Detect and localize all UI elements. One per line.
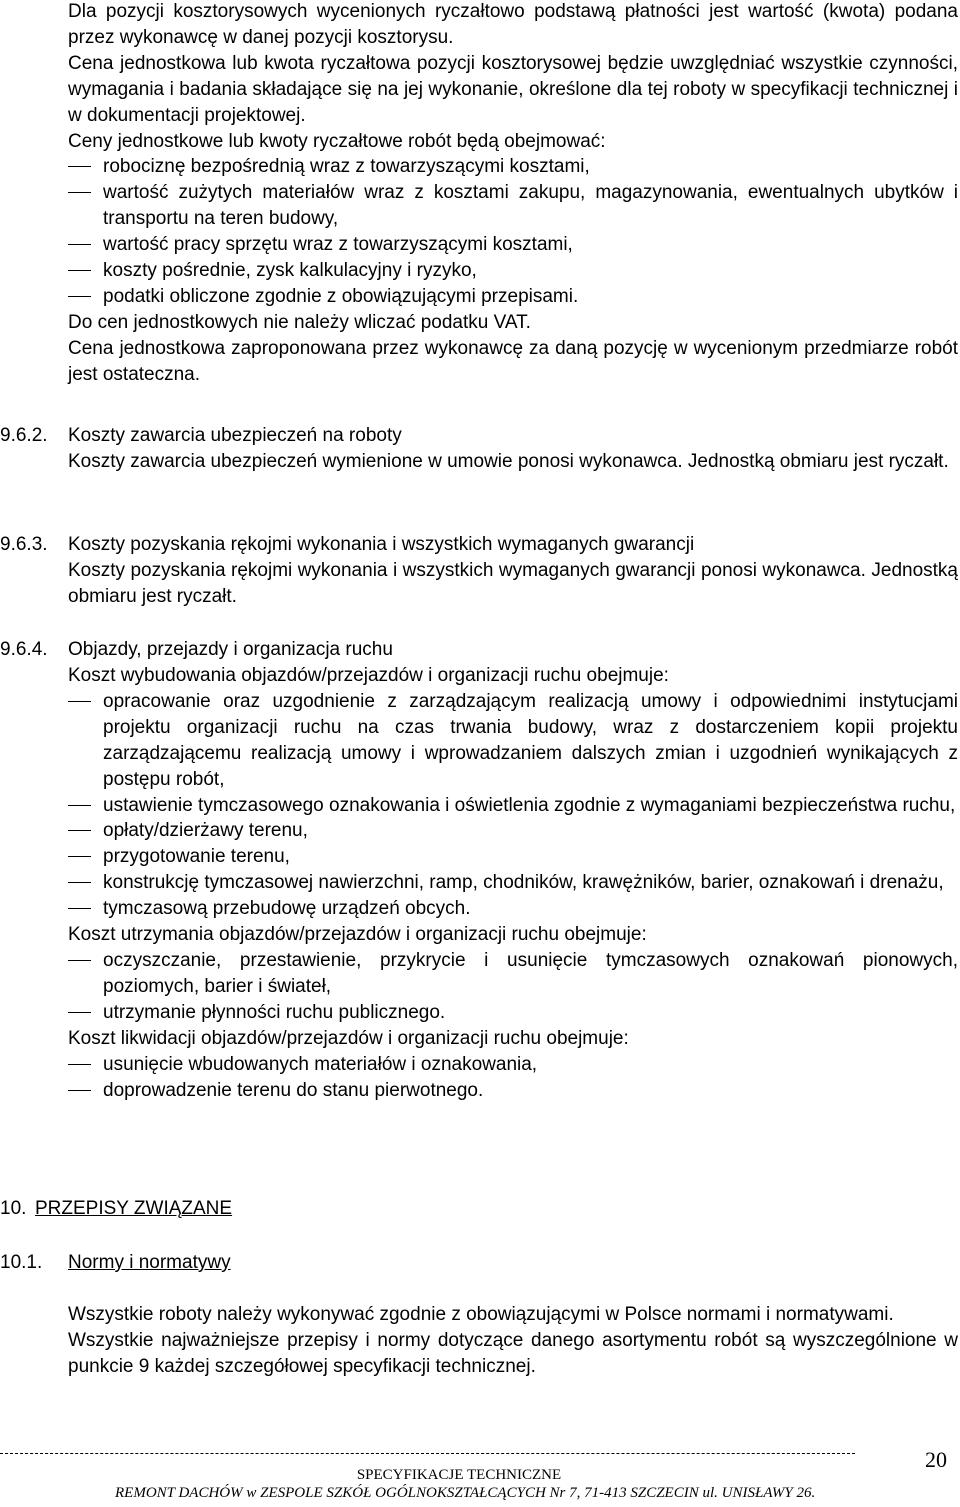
list-item: tymczasową przebudowę urządzeń obcych. xyxy=(68,896,958,922)
section-10-1-body xyxy=(68,1302,958,1380)
section-9-6-2-body xyxy=(68,449,958,475)
paragraph-final-price: Cena jednostkowa zaproponowana przez wykonawcę za daną pozycję w wycenionym przedmiarze robót jest ostateczna. xyxy=(68,337,958,385)
section-9-6-3-body xyxy=(68,558,958,610)
list-item: wartość pracy sprzętu wraz z towarzyszącymi kosztami, xyxy=(68,232,958,258)
section-number: 9.6.4. xyxy=(0,639,48,660)
list-item: doprowadzenie terenu do stanu pierwotnego. xyxy=(68,1078,958,1104)
list-item: koszty pośrednie, zysk kalkulacyjny i ryzyko, xyxy=(68,258,958,284)
list-item: konstrukcję tymczasowej nawierzchni, ramp, chodników, krawężników, barier, oznakowań i drenażu, xyxy=(68,870,958,896)
list-item: opłaty/dzierżawy terenu, xyxy=(68,818,958,844)
paragraph-regulations: Wszystkie najważniejsze przepisy i normy dotyczące danego asortymentu robót są wyszczególnione w punkcie 9 każdej szczegółowej specyfikacji technicznej. xyxy=(68,1329,958,1377)
paragraph: Koszty pozyskania rękojmi wykonania i wszystkich wymaganych gwarancji ponosi wykonawca. Jednostką obmiaru jest ryczałt. xyxy=(68,560,958,607)
section-number: 9.6.2. xyxy=(0,425,48,446)
section-title: PRZEPISY ZWIĄZANE xyxy=(35,1198,233,1219)
page-number: 20 xyxy=(925,1447,947,1472)
footer-title: SPECYFIKACJE TECHNICZNE xyxy=(356,1467,562,1483)
list-item: ustawienie tymczasowego oznakowania i oświetlenia zgodnie z wymaganiami bezpieczeństwa ruchu, xyxy=(68,793,958,819)
list-item: wartość zużytych materiałów wraz z kosztami zakupu, magazynowania, ewentualnych ubytków i transportu na teren budowy, xyxy=(68,180,958,232)
list-item: przygotowanie terenu, xyxy=(68,844,958,870)
list-item: podatki obliczone zgodnie z obowiązującymi przepisami. xyxy=(68,284,958,310)
paragraph-removal-cost: Koszt likwidacji objazdów/przejazdów i organizacji ruchu obejmuje: xyxy=(68,1027,629,1049)
paragraph-unit-price: Cena jednostkowa lub kwota ryczałtowa pozycji kosztorysowej będzie uwzględniać wszystkie czynności, wymagania i badania składające się na jej wykonanie, określone dla tej roboty w specyfikacji technicznej i w dokumentacji projektowej. xyxy=(68,52,958,126)
paragraph-build-cost: Koszt wybudowania objazdów/przejazdów i organizacji ruchu obejmuje: xyxy=(68,665,669,686)
footer-project: REMONT DACHÓW w ZESPOLE SZKÓŁ OGÓLNOKSZTAŁCĄCYCH Nr 7, 71-413 SZCZECIN ul. UNISŁAWY 26. xyxy=(115,1485,816,1501)
pricing-block xyxy=(68,0,958,388)
section-number: 10. xyxy=(0,1198,27,1219)
list-item: usunięcie wbudowanych materiałów i oznakowania, xyxy=(68,1052,958,1078)
paragraph-prices-include: Ceny jednostkowe lub kwoty ryczałtowe robót będą obejmować: xyxy=(68,130,606,152)
paragraph-vat: Do cen jednostkowych nie należy wliczać podatku VAT. xyxy=(68,311,531,333)
paragraph-maintenance-cost: Koszt utrzymania objazdów/przejazdów i organizacji ruchu obejmuje: xyxy=(68,924,647,946)
section-title: Koszty pozyskania rękojmi wykonania i wszystkich wymaganych gwarancji xyxy=(68,534,695,555)
list-item: utrzymanie płynności ruchu publicznego. xyxy=(68,1000,958,1026)
paragraph: Koszty zawarcia ubezpieczeń wymienione w umowie ponosi wykonawca. Jednostką obmiaru jest ryczałt. xyxy=(68,451,949,472)
paragraph-lump-sum: Dla pozycji kosztorysowych wycenionych ryczałtowo podstawą płatności jest wartość (kwota) podana przez wykonawcę w danej pozycji kosztorysu. xyxy=(68,1,958,48)
section-title: Koszty zawarcia ubezpieczeń na roboty xyxy=(68,425,402,446)
list-item: opracowanie oraz uzgodnienie z zarządzającym realizacją umowy i odpowiednimi instytucjami projektu organizacji ruchu na czas trwania budowy, wraz z dostarczeniem kopii projektu zarządzającemu realizacją umowy i wprowadzaniem dalszych zmian i uzgodnień wynikających z postępu robót, xyxy=(68,689,958,793)
section-title: Normy i normatywy xyxy=(68,1252,231,1273)
list-item: oczyszczanie, przestawienie, przykrycie i usunięcie tymczasowych oznakowań pionowych, poziomych, barier i świateł, xyxy=(68,948,958,1000)
section-9-6-4-body xyxy=(68,663,958,1103)
list-item: robociznę bezpośrednią wraz z towarzyszącymi kosztami, xyxy=(68,154,958,180)
paragraph-standards: Wszystkie roboty należy wykonywać zgodnie z obowiązującymi w Polsce normami i normatywami. xyxy=(68,1304,894,1325)
section-number: 9.6.3. xyxy=(0,534,48,555)
footer-divider xyxy=(0,1453,855,1454)
section-number: 10.1. xyxy=(0,1252,43,1273)
section-title: Objazdy, przejazdy i organizacja ruchu xyxy=(68,639,393,660)
